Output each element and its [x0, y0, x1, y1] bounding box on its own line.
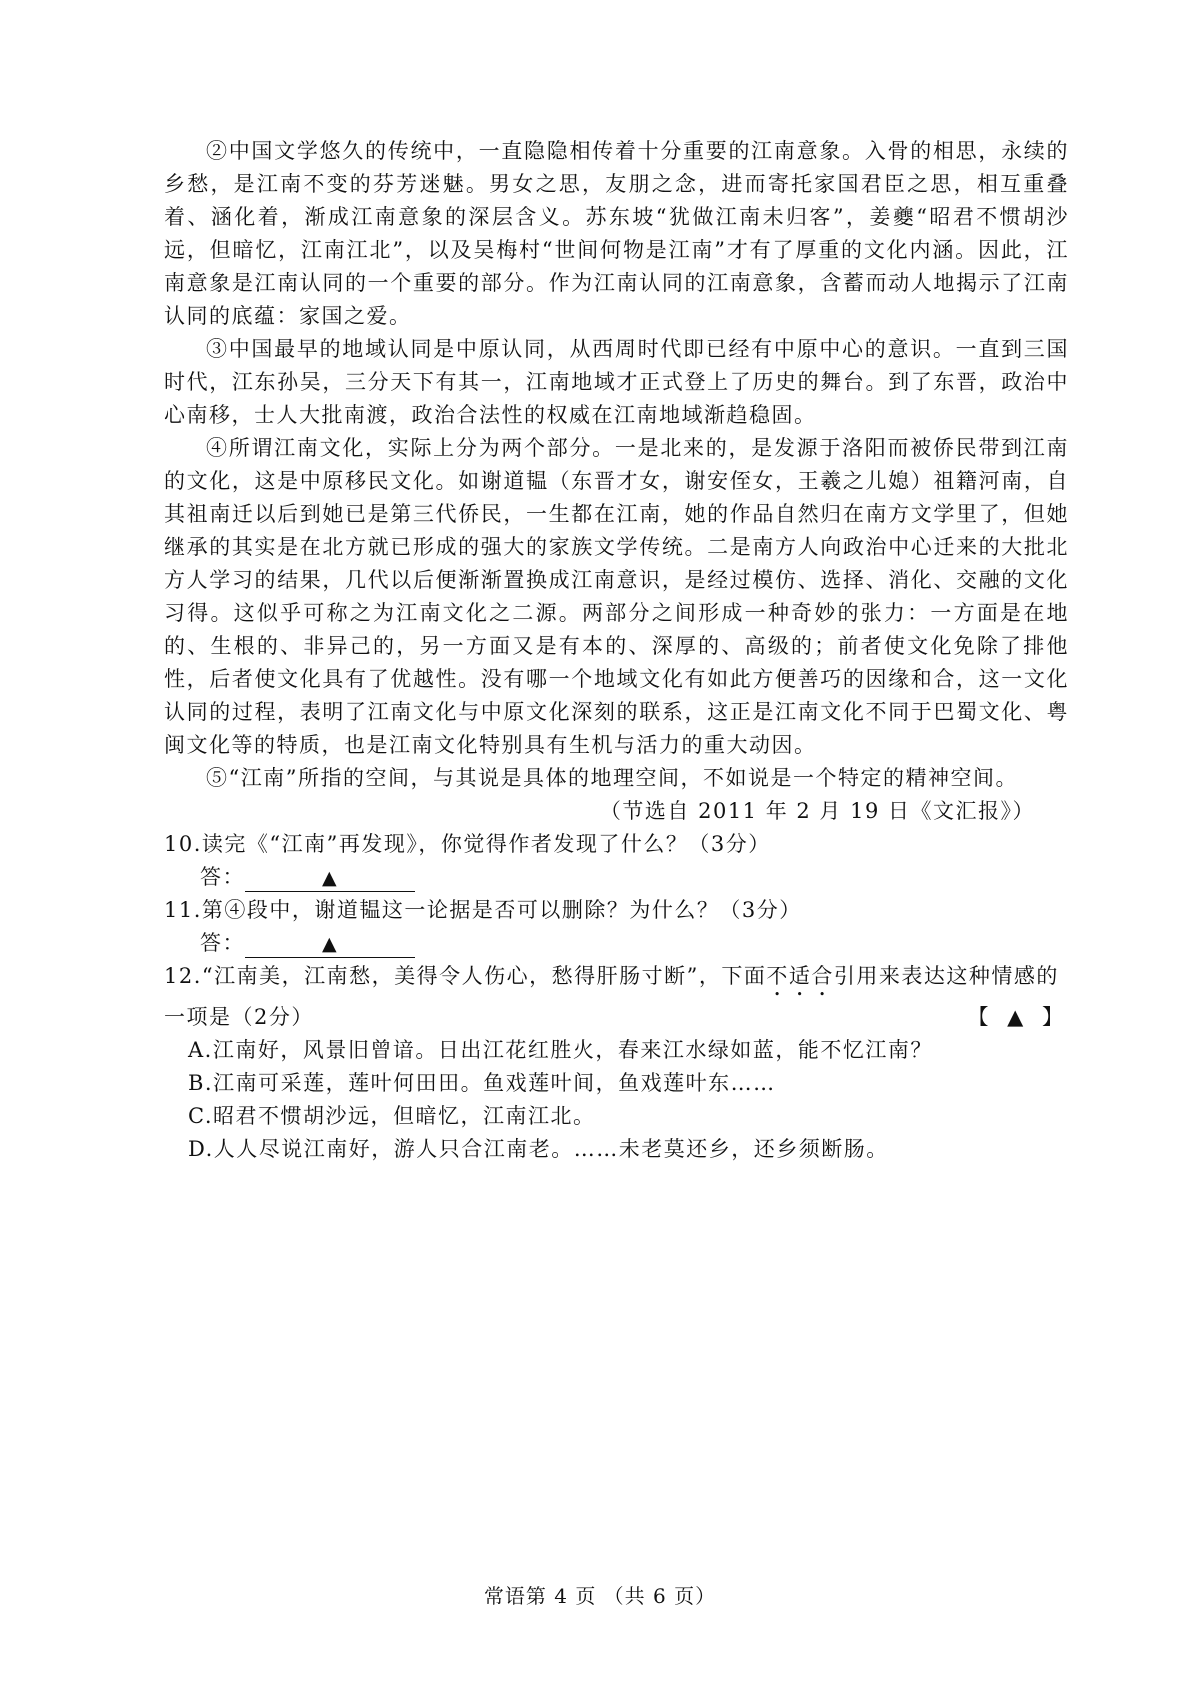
question-12-emphasis: 不适合 [766, 964, 834, 988]
question-12-text-before: 12.“江南美，江南愁，美得令人伤心，愁得肝肠寸断”，下面 [164, 964, 767, 988]
answer-label: 答： [200, 931, 245, 955]
answer-label: 答： [200, 865, 245, 889]
paragraph-3: ③中国最早的地域认同是中原认同，从西周时代即已经有中原中心的意识。一直到三国时代，江东孙吴，三分天下有其一，江南地域才正式登上了历史的舞台。到了东晋，政治中心南移，士人大批南渡，政治合法性的权威在江南地域渐趋稳固。 [164, 337, 1069, 427]
page-content [164, 135, 1069, 1166]
triangle-marker: ▲ [321, 933, 339, 955]
option-d: D.人人尽说江南好，游人只合江南老。……未老莫还乡，还乡须断肠。 [188, 1137, 889, 1161]
answer-line-10 [164, 861, 1069, 894]
question-12-text-after: 引用来表达这种情感的一项是（2分） [164, 964, 1059, 1029]
answer-line-11 [164, 927, 1069, 960]
answer-blank[interactable] [245, 864, 415, 892]
answer-blank[interactable] [245, 930, 415, 958]
source-citation: （节选自 2011 年 2 月 19 日《文汇报》） [599, 799, 1035, 823]
page-footer: 常语第 4 页 （共 6 页） [483, 1584, 717, 1608]
triangle-marker: ▲ [321, 867, 339, 889]
question-12 [164, 960, 1069, 1034]
question-11: 11.第④段中，谢道韫这一论据是否可以删除？为什么？（3分） [164, 898, 802, 922]
paragraph-2: ②中国文学悠久的传统中，一直隐隐相传着十分重要的江南意象。入骨的相思，永续的乡愁，是江南不变的芬芳迷魅。男女之思，友朋之念，进而寄托家国君臣之思，相互重叠着、涵化着，渐成江南意象的深层含义。苏东坡“犹做江南未归客”，姜夔“昭君不惯胡沙远，但暗忆，江南江北”，以及吴梅村“世间何物是江南”才有了厚重的文化内涵。因此，江南意象是江南认同的一个重要的部分。作为江南认同的江南意象，含蓄而动人地揭示了江南认同的底蕴：家国之爱。 [164, 139, 1069, 328]
answer-bracket[interactable]: 【 ▲ 】 [967, 1005, 1069, 1029]
option-c: C.昭君不惯胡沙远，但暗忆，江南江北。 [188, 1104, 596, 1128]
paragraph-5: ⑤“江南”所指的空间，与其说是具体的地理空间，不如说是一个特定的精神空间。 [206, 766, 1018, 790]
option-a: A.江南好，风景旧曾谙。日出江花红胜火，春来江水绿如蓝，能不忆江南？ [188, 1038, 933, 1062]
paragraph-4: ④所谓江南文化，实际上分为两个部分。一是北来的，是发源于洛阳而被侨民带到江南的文化，这是中原移民文化。如谢道韫（东晋才女，谢安侄女，王羲之儿媳）祖籍河南，自其祖南迁以后到她已是第三代侨民，一生都在江南，她的作品自然归在南方文学里了，但她继承的其实是在北方就已形成的强大的家族文学传统。二是南方人向政治中心迁来的大批北方人学习的结果，几代以后便渐渐置换成江南意识，是经过模仿、选择、消化、交融的文化习得。这似乎可称之为江南文化之二源。两部分之间形成一种奇妙的张力：一方面是在地的、生根的、非异己的，另一方面又是有本的、深厚的、高级的；前者使文化免除了排他性，后者使文化具有了优越性。没有哪一个地域文化有如此方便善巧的因缘和合，这一文化认同的过程，表明了江南文化与中原文化深刻的联系，这正是江南文化不同于巴蜀文化、粤闽文化等的特质，也是江南文化特别具有生机与活力的重大动因。 [164, 436, 1069, 757]
question-10: 10.读完《“江南”再发现》，你觉得作者发现了什么？（3分） [164, 832, 771, 856]
option-b: B.江南可采莲，莲叶何田田。鱼戏莲叶间，鱼戏莲叶东…… [188, 1071, 776, 1095]
